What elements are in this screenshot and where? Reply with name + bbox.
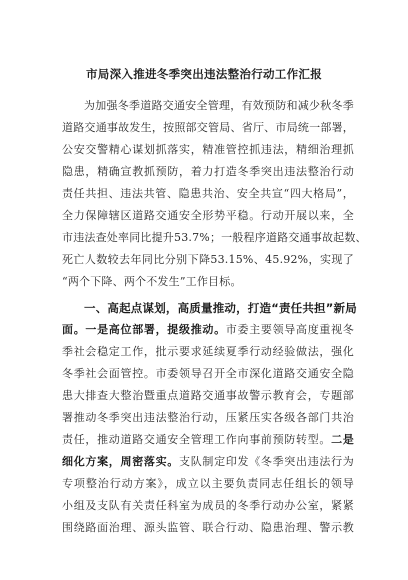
bold-lead: 细化方案，周密落实。 xyxy=(62,455,179,468)
paragraph-line xyxy=(62,430,354,450)
paragraph-line: 为加强冬季道路交通安全管理，有效预防和减少秋冬季 xyxy=(84,99,354,112)
bold-lead: 面。一是高位部署，提级推动。 xyxy=(62,323,226,336)
page-title: 市局深入推进冬季突出违法整治行动工作汇报 xyxy=(86,67,322,81)
paragraph-line: 围绕路面治理、源头监管、联合行动、隐患治理、警示教 xyxy=(62,521,354,534)
paragraph-line: 全力保障辖区道路交通安全形势平稳。行动开展以来，全 xyxy=(62,209,354,222)
paragraph-line: 署推动冬季突出违法整治行动，压紧压实各级各部门共治 xyxy=(62,411,354,424)
bold-lead: 二是 xyxy=(331,433,354,446)
paragraph-line xyxy=(62,452,354,472)
section-heading: 一、高起点谋划，高质量推动，打造“责任共担”新局 xyxy=(84,301,357,315)
paragraph-line: 公安交警精心谋划抓落实，精准管控抓违法，精细治理抓 xyxy=(62,143,354,156)
paragraph-line: 隐患，精确宣教抓预防，着力打造冬季突出违法整治行动 xyxy=(62,165,354,178)
paragraph-line: 道路交通事故发生，按照部交管局、省厅、市局统一部署， xyxy=(62,121,354,134)
paragraph-line: 小组及支队有关责任科室为成员的冬季行动办公室，紧紧 xyxy=(62,499,354,512)
paragraph-line: 季社会稳定工作，批示要求延续夏季行动经验做法，强化 xyxy=(62,345,354,358)
paragraph-line: 患大排查大整治暨重点道路交通事故警示教育会，专题部 xyxy=(62,389,354,402)
body-text: 市委主要领导高度重视冬 xyxy=(225,323,354,336)
paragraph-line: 专项整治行动方案》，成立以主要负责同志任组长的领导 xyxy=(62,477,354,490)
section-heading-continuation xyxy=(62,320,354,340)
paragraph-line: 死亡人数较去年同比分别下降53.15%、45.92%，实现了 xyxy=(62,253,354,266)
paragraph-line: 冬季社会面管控。市委领导召开全市深化道路交通安全隐 xyxy=(62,367,354,380)
body-text: 责任，推动道路交通安全管理工作向事前预防转型。 xyxy=(62,433,332,446)
paragraph-line: 市违法查处率同比提升53.7%；一般程序道路交通事故起数、 xyxy=(62,231,367,244)
paragraph-line: “两个下降、两个不发生”工作目标。 xyxy=(62,275,242,288)
body-text: 支队制定印发《冬季突出违法行为 xyxy=(179,455,354,468)
paragraph-line: 责任共担、违法共管、隐患共治、安全共宣“四大格局”， xyxy=(62,187,354,200)
